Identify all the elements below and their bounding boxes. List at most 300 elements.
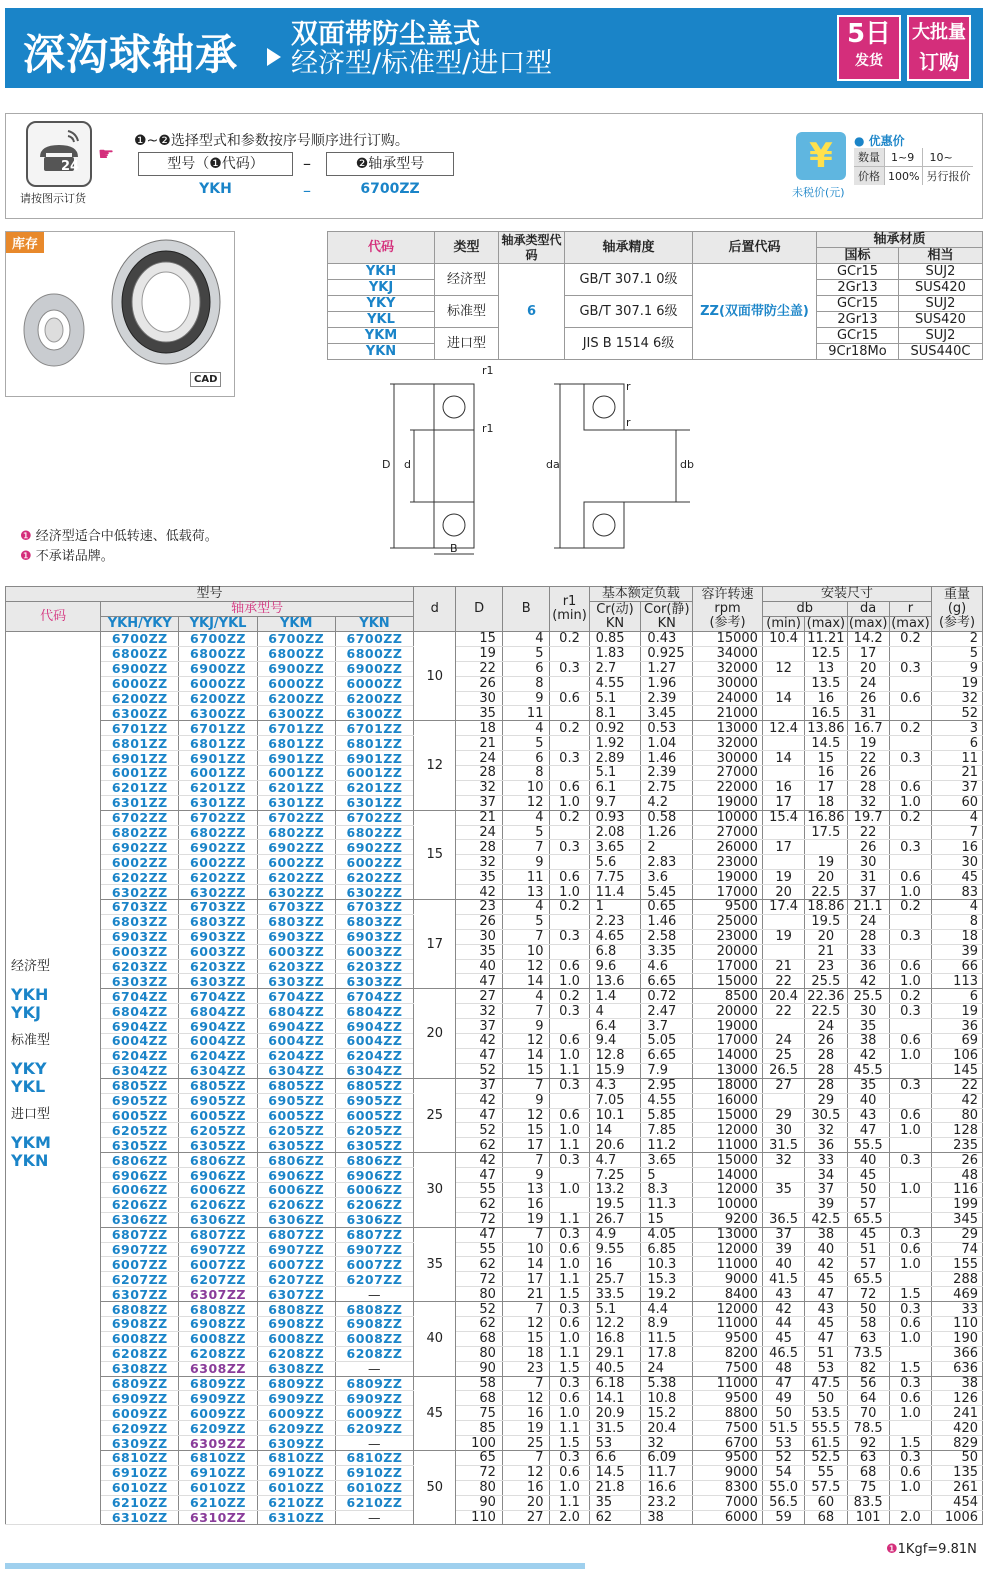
bearing-model: 6209ZZ — [101, 1421, 179, 1436]
bearing-model: 6300ZZ — [101, 706, 179, 721]
spec-code: YKJ — [328, 280, 435, 296]
price-p1: 100% — [885, 167, 923, 186]
db-min: 53 — [762, 1436, 804, 1451]
r1-min: 0.3 — [550, 840, 589, 855]
weight-g: 19 — [932, 676, 983, 691]
db-max: 23 — [805, 959, 847, 974]
weight-g: 29 — [932, 1227, 983, 1242]
spec-code: YKH — [328, 264, 435, 280]
table-row — [6, 1302, 983, 1317]
cr-dynamic: 8.1 — [589, 706, 641, 721]
db-min: 30 — [762, 1123, 804, 1138]
da-max: 42 — [847, 974, 889, 989]
bearing-model: 6303ZZ — [335, 974, 413, 989]
bearing-model: 6302ZZ — [335, 885, 413, 900]
spec-precision: JIS B 1514 6级 — [565, 328, 693, 360]
db-min: 39 — [762, 1242, 804, 1257]
bore-d: 40 — [414, 1302, 456, 1376]
arrow-icon — [267, 48, 281, 66]
bearing-model: 6809ZZ — [179, 1376, 257, 1391]
bearing-model: 6901ZZ — [257, 751, 335, 766]
bearing-model: 6000ZZ — [335, 676, 413, 691]
bearing-model: 6307ZZ — [101, 1287, 179, 1302]
outer-D: 52 — [456, 1063, 503, 1078]
db-min: 29 — [762, 1108, 804, 1123]
da-max: 22 — [847, 825, 889, 840]
cr-dynamic: 1.83 — [589, 646, 641, 661]
bearing-model: 6210ZZ — [257, 1495, 335, 1510]
spec-code: YKM — [328, 328, 435, 344]
db-min: 17 — [762, 840, 804, 855]
table-body — [6, 632, 983, 1525]
weight-g: 60 — [932, 795, 983, 810]
weight-g: 45 — [932, 870, 983, 885]
db-max: 53.5 — [805, 1406, 847, 1421]
width-B: 19 — [502, 1212, 550, 1227]
weight-g: 36 — [932, 1019, 983, 1034]
note-icon: ❶ — [886, 1542, 898, 1557]
table-row — [6, 736, 983, 751]
table-row — [6, 661, 983, 676]
spec-type: 标准型 — [435, 296, 499, 328]
db-min — [762, 736, 804, 751]
bearing-model: 6301ZZ — [179, 795, 257, 810]
bearing-model: 6305ZZ — [101, 1138, 179, 1153]
speed-rpm: 21000 — [693, 706, 763, 721]
width-B: 4 — [502, 632, 550, 647]
cor-static: 2.83 — [641, 855, 693, 870]
diagram-label-r1-mid: r1 — [482, 422, 494, 435]
width-B: 25 — [502, 1436, 550, 1451]
width-B: 14 — [502, 1257, 550, 1272]
db-min: 22 — [762, 974, 804, 989]
note-1-text: 经济型适合中低转速、低载荷。 — [35, 529, 218, 544]
weight-g: 3 — [932, 721, 983, 736]
spec-h-material: 轴承材质 — [817, 232, 983, 248]
bearing-model: 6310ZZ — [257, 1510, 335, 1525]
da-max: 19.7 — [847, 810, 889, 825]
table-row — [6, 706, 983, 721]
bearing-model: 6006ZZ — [257, 1182, 335, 1197]
page-title: 深沟球轴承 — [23, 30, 239, 79]
weight-g: 2 — [932, 632, 983, 647]
cr-dynamic: 6.1 — [589, 780, 641, 795]
table-row — [6, 1153, 983, 1168]
cr-dynamic: 33.5 — [589, 1287, 641, 1302]
table-row — [6, 900, 983, 915]
r1-min — [550, 736, 589, 751]
bearing-model: 6310ZZ — [179, 1510, 257, 1525]
width-B: 15 — [502, 1063, 550, 1078]
da-max: 43 — [847, 1108, 889, 1123]
outer-D: 24 — [456, 825, 503, 840]
cr-dynamic: 7.75 — [589, 870, 641, 885]
outer-D: 18 — [456, 721, 503, 736]
code-label: 进口型 — [11, 1107, 51, 1122]
r1-min — [550, 944, 589, 959]
db-min: 15.4 — [762, 810, 804, 825]
outer-D: 30 — [456, 691, 503, 706]
cor-static: 3.65 — [641, 1153, 693, 1168]
r-max: 0.3 — [889, 1450, 931, 1465]
cr-dynamic: 4.55 — [589, 676, 641, 691]
cor-static: 1.96 — [641, 676, 693, 691]
bearing-model: 6008ZZ — [101, 1331, 179, 1346]
bearing-model: 6209ZZ — [335, 1421, 413, 1436]
cor-static: 11.3 — [641, 1197, 693, 1212]
db-min: 49 — [762, 1391, 804, 1406]
width-B: 5 — [502, 736, 550, 751]
speed-rpm: 22000 — [693, 780, 763, 795]
r-max: 1.0 — [889, 1257, 931, 1272]
th-rpm: rpm — [714, 601, 741, 616]
r1-min: 1.0 — [550, 1406, 589, 1421]
weight-g: 32 — [932, 691, 983, 706]
bearing-model: 6907ZZ — [335, 1242, 413, 1257]
speed-rpm: 24000 — [693, 691, 763, 706]
width-B: 12 — [502, 1108, 550, 1123]
speed-rpm: 20000 — [693, 944, 763, 959]
r-max: 1.0 — [889, 1406, 931, 1421]
r1-min: 1.1 — [550, 1421, 589, 1436]
table-row — [6, 1406, 983, 1421]
spec-h-bcode: 轴承类型代码 — [499, 232, 565, 264]
cad-badge[interactable] — [190, 372, 221, 387]
bearing-model: 6902ZZ — [257, 840, 335, 855]
bearing-model: 6306ZZ — [101, 1212, 179, 1227]
r1-min: 0.3 — [550, 661, 589, 676]
yen-icon: ¥ — [796, 132, 846, 180]
table-row — [6, 1019, 983, 1034]
th-install: 安装尺寸 — [762, 587, 931, 602]
outer-D: 35 — [456, 944, 503, 959]
db-max: 21 — [805, 944, 847, 959]
cor-static: 1.26 — [641, 825, 693, 840]
weight-g: 110 — [932, 1316, 983, 1331]
db-max: 19 — [805, 855, 847, 870]
db-min: 26.5 — [762, 1063, 804, 1078]
bearing-model: 6300ZZ — [335, 706, 413, 721]
width-B: 12 — [502, 959, 550, 974]
bearing-model: 6000ZZ — [179, 676, 257, 691]
cr-dynamic: 4.65 — [589, 929, 641, 944]
weight-g: 6 — [932, 736, 983, 751]
table-row — [6, 1197, 983, 1212]
bearing-model: 6208ZZ — [257, 1346, 335, 1361]
table-row — [6, 989, 983, 1004]
da-max: 14.2 — [847, 632, 889, 647]
bearing-model: 6001ZZ — [179, 766, 257, 781]
bearing-model: 6202ZZ — [335, 870, 413, 885]
th-r: r — [889, 602, 931, 617]
r-max — [889, 736, 931, 751]
cr-dynamic: 2.7 — [589, 661, 641, 676]
cr-dynamic: 2.89 — [589, 751, 641, 766]
bearing-model: 6806ZZ — [257, 1153, 335, 1168]
weight-g: 345 — [932, 1212, 983, 1227]
cr-dynamic: 11.4 — [589, 885, 641, 900]
db-min: 44 — [762, 1316, 804, 1331]
width-B: 11 — [502, 870, 550, 885]
cr-dynamic: 4 — [589, 1004, 641, 1019]
table-row — [6, 1272, 983, 1287]
db-max: 24 — [805, 1019, 847, 1034]
bearing-model: 6900ZZ — [179, 661, 257, 676]
cor-static: 10.8 — [641, 1391, 693, 1406]
weight-g: 261 — [932, 1480, 983, 1495]
db-max: 47.5 — [805, 1376, 847, 1391]
speed-rpm: 15000 — [693, 1153, 763, 1168]
table-row — [6, 1257, 983, 1272]
spec-h-gb: 国标 — [817, 248, 899, 264]
spec-mat-gb: GCr15 — [817, 264, 899, 280]
speed-rpm: 30000 — [693, 751, 763, 766]
speed-rpm: 8200 — [693, 1346, 763, 1361]
r-max: 1.0 — [889, 1123, 931, 1138]
cr-dynamic: 9.7 — [589, 795, 641, 810]
cr-dynamic: 6.6 — [589, 1450, 641, 1465]
db-max: 18.86 — [805, 900, 847, 915]
da-max: 42 — [847, 1048, 889, 1063]
bearing-model: 6703ZZ — [335, 900, 413, 915]
outer-D: 42 — [456, 1093, 503, 1108]
bearing-model: 6305ZZ — [335, 1138, 413, 1153]
speed-rpm: 30000 — [693, 676, 763, 691]
speed-rpm: 18000 — [693, 1078, 763, 1093]
da-max: 50 — [847, 1302, 889, 1317]
bearing-model: 6301ZZ — [257, 795, 335, 810]
cr-dynamic: 7.25 — [589, 1168, 641, 1183]
bearing-model: 6303ZZ — [257, 974, 335, 989]
cr-dynamic: 29.1 — [589, 1346, 641, 1361]
width-B: 23 — [502, 1361, 550, 1376]
da-max: 36 — [847, 959, 889, 974]
r1-min: 0.2 — [550, 989, 589, 1004]
outer-D: 47 — [456, 1048, 503, 1063]
diagram-label-db: db — [680, 458, 694, 471]
bearing-model: 6007ZZ — [335, 1257, 413, 1272]
bearing-model: 6301ZZ — [101, 795, 179, 810]
cor-static: 3.35 — [641, 944, 693, 959]
r1-min — [550, 914, 589, 929]
th-r1-min: (min) — [552, 608, 587, 623]
bearing-model: 6002ZZ — [257, 855, 335, 870]
r-max: 0.6 — [889, 1316, 931, 1331]
cr-dynamic: 16.8 — [589, 1331, 641, 1346]
bore-d: 45 — [414, 1376, 456, 1450]
bearing-model: 6702ZZ — [257, 810, 335, 825]
bearing-model: 6203ZZ — [257, 959, 335, 974]
spec-code: YKL — [328, 312, 435, 328]
width-B: 8 — [502, 676, 550, 691]
db-max: 22.5 — [805, 1004, 847, 1019]
th-r1-label: r1 — [562, 594, 577, 609]
db-min — [762, 646, 804, 661]
weight-g: 366 — [932, 1346, 983, 1361]
speed-rpm: 6000 — [693, 1510, 763, 1525]
note-2-text: 不承诺品牌。 — [35, 549, 114, 564]
speed-rpm: 27000 — [693, 766, 763, 781]
r1-min: 1.1 — [550, 1495, 589, 1510]
width-B: 6 — [502, 751, 550, 766]
bearing-model: 6204ZZ — [101, 1048, 179, 1063]
db-min — [762, 944, 804, 959]
db-min — [762, 766, 804, 781]
diagram-label-r-top: r — [626, 380, 631, 393]
db-max: 57.5 — [805, 1480, 847, 1495]
cor-static: 23.2 — [641, 1495, 693, 1510]
outer-D: 72 — [456, 1212, 503, 1227]
bearing-model: 6010ZZ — [101, 1480, 179, 1495]
db-max: 34 — [805, 1168, 847, 1183]
spec-code: YKY — [328, 296, 435, 312]
db-min: 27 — [762, 1078, 804, 1093]
bearing-model: 6302ZZ — [101, 885, 179, 900]
speed-rpm: 13000 — [693, 721, 763, 736]
width-B: 4 — [502, 900, 550, 915]
price-p2: 另行报价 — [923, 167, 974, 186]
r-max — [889, 1019, 931, 1034]
table-row — [6, 1182, 983, 1197]
cor-static: 6.65 — [641, 974, 693, 989]
bearing-model: 6908ZZ — [257, 1316, 335, 1331]
th-weight-ref: (参考) — [938, 615, 976, 630]
bearing-model: 6802ZZ — [101, 825, 179, 840]
bearing-model: 6701ZZ — [179, 721, 257, 736]
weight-g: 420 — [932, 1421, 983, 1436]
bearing-model: 6005ZZ — [101, 1108, 179, 1123]
da-max: 73.5 — [847, 1346, 889, 1361]
cr-dynamic: 1.92 — [589, 736, 641, 751]
cor-static: 0.925 — [641, 646, 693, 661]
bearing-model: 6805ZZ — [179, 1078, 257, 1093]
example-dash: – — [303, 181, 311, 200]
cor-static: 2.47 — [641, 1004, 693, 1019]
db-min: 16 — [762, 780, 804, 795]
spec-code: YKN — [328, 344, 435, 360]
weight-g: 26 — [932, 1153, 983, 1168]
db-max: 50 — [805, 1391, 847, 1406]
bearing-model: 6009ZZ — [257, 1406, 335, 1421]
bearing-model: 6905ZZ — [257, 1093, 335, 1108]
table-row — [6, 1316, 983, 1331]
r1-min: 1.1 — [550, 1063, 589, 1078]
db-min — [762, 1168, 804, 1183]
da-max: 31 — [847, 706, 889, 721]
outer-D: 52 — [456, 1302, 503, 1317]
bearing-model: 6005ZZ — [179, 1108, 257, 1123]
r-max: 0.6 — [889, 959, 931, 974]
db-max: 25.5 — [805, 974, 847, 989]
outer-D: 47 — [456, 1227, 503, 1242]
r-max — [889, 1495, 931, 1510]
cr-dynamic: 25.7 — [589, 1272, 641, 1287]
bearing-model: 6905ZZ — [101, 1093, 179, 1108]
spec-mat-gb: 2Gr13 — [817, 312, 899, 328]
width-B: 12 — [502, 1316, 550, 1331]
da-max: 19 — [847, 736, 889, 751]
bearing-model: 6906ZZ — [257, 1168, 335, 1183]
db-max — [805, 840, 847, 855]
bearing-model: — — [335, 1361, 413, 1376]
cor-static: 2.39 — [641, 766, 693, 781]
da-max: 55.5 — [847, 1138, 889, 1153]
example-type: YKH — [199, 181, 232, 197]
bearing-model: 6207ZZ — [179, 1272, 257, 1287]
db-max: 13.86 — [805, 721, 847, 736]
cor-static: 4.55 — [641, 1093, 693, 1108]
r1-min: 0.6 — [550, 1034, 589, 1049]
width-B: 9 — [502, 1168, 550, 1183]
bearing-model: 6806ZZ — [179, 1153, 257, 1168]
db-max: 55.5 — [805, 1421, 847, 1436]
table-row — [6, 840, 983, 855]
bearing-model: 6807ZZ — [179, 1227, 257, 1242]
bearing-model: 6902ZZ — [101, 840, 179, 855]
width-B: 5 — [502, 825, 550, 840]
db-max: 60 — [805, 1495, 847, 1510]
cor-static: 15.2 — [641, 1406, 693, 1421]
da-max: 24 — [847, 914, 889, 929]
r1-min — [550, 646, 589, 661]
bearing-model: 6003ZZ — [101, 944, 179, 959]
th-r-max: (max) — [891, 616, 930, 631]
bearing-model: 6304ZZ — [179, 1063, 257, 1078]
bore-d: 25 — [414, 1078, 456, 1152]
cor-static: 4.4 — [641, 1302, 693, 1317]
db-min: 31.5 — [762, 1138, 804, 1153]
weight-g: 50 — [932, 1450, 983, 1465]
r-max: 0.3 — [889, 929, 931, 944]
code-column — [6, 632, 101, 1525]
bearing-model: 6304ZZ — [101, 1063, 179, 1078]
outer-D: 28 — [456, 766, 503, 781]
r1-min: 0.3 — [550, 1004, 589, 1019]
diagram-label-r1-top: r1 — [482, 364, 494, 377]
r-max: 0.3 — [889, 751, 931, 766]
table-row — [6, 1034, 983, 1049]
cr-dynamic: 10.1 — [589, 1108, 641, 1123]
bearing-model: 6905ZZ — [179, 1093, 257, 1108]
da-max: 32 — [847, 795, 889, 810]
th-d: d — [414, 587, 456, 632]
outer-D: 68 — [456, 1331, 503, 1346]
spec-mat-eq: SUJ2 — [898, 296, 982, 312]
da-max: 65.5 — [847, 1272, 889, 1287]
r1-min: 0.6 — [550, 1465, 589, 1480]
width-B: 17 — [502, 1272, 550, 1287]
weight-g: 22 — [932, 1078, 983, 1093]
th-cr — [589, 602, 641, 632]
speed-rpm: 19000 — [693, 870, 763, 885]
da-max: 64 — [847, 1391, 889, 1406]
th-model: 型号 — [6, 587, 414, 602]
db-max: 29 — [805, 1093, 847, 1108]
bearing-model: 6002ZZ — [101, 855, 179, 870]
table-row — [6, 855, 983, 870]
speed-rpm: 12000 — [693, 1123, 763, 1138]
bearing-model: 6909ZZ — [179, 1391, 257, 1406]
db-max: 53 — [805, 1361, 847, 1376]
cr-dynamic: 20.6 — [589, 1138, 641, 1153]
db-min: 51.5 — [762, 1421, 804, 1436]
cr-dynamic: 26.7 — [589, 1212, 641, 1227]
subtitle-line-2: 经济型/标准型/进口型 — [291, 48, 553, 79]
da-max: 17 — [847, 646, 889, 661]
db-max: 36 — [805, 1138, 847, 1153]
bearing-model: 6704ZZ — [101, 989, 179, 1004]
bearing-model: 6007ZZ — [179, 1257, 257, 1272]
